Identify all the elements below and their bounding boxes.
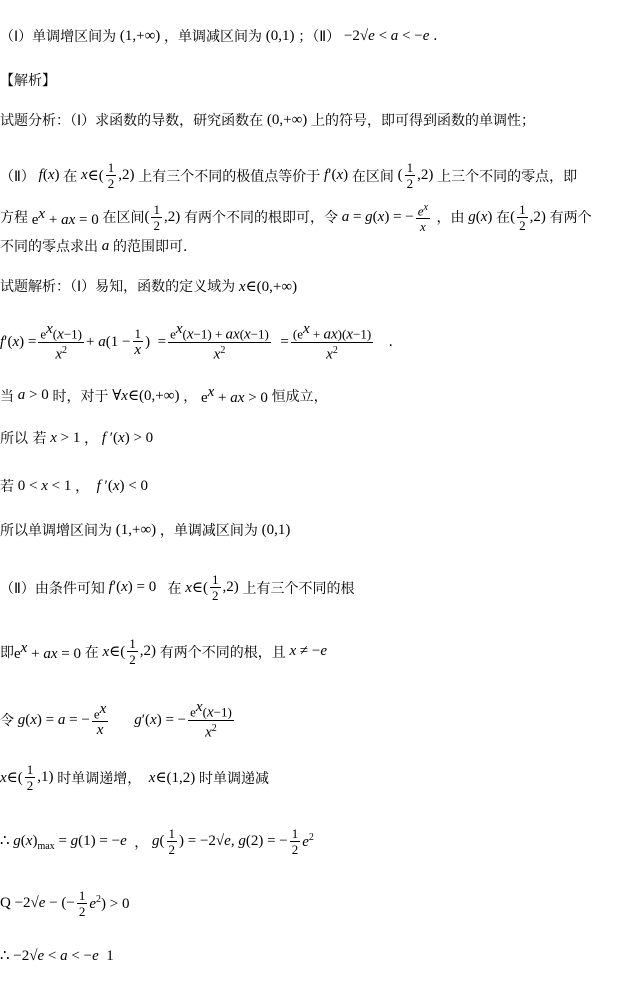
analysis-part2-line2: 方程 $e^x$ + ax = 0 在区间 ( $\frac{1}{2}$ ,2) 有两个不同的根即可，令 a = g(x) = − $\frac{e^x}{x}$ ，由 g(x) 在 ( $\frac{1}{2}$ ,2) 有两个 [0, 201, 592, 235]
define-g: 令 g(x) = a = − $\frac{e^x}{x}$ g′(x) = − $\frac{e^x(x-1)}{x^2}$ [0, 699, 232, 741]
final-range: ∴ −2√e < a < −e 1 [0, 948, 114, 964]
monotonic-conclusion: 所以单调增区间为 (1,+∞) ，单调减区间为 (0,1) [0, 521, 291, 539]
analysis-part2-line3: 不同的零点求出 a 的范围即可. [0, 237, 188, 255]
analysis-summary: 试题分析：（Ⅰ）求函数的导数，研究函数在 (0,+∞) 上的符号，即可得到函数的单调性； [0, 111, 536, 129]
comparison: Q −2√e − (− $\frac{1}{2}$ $e^2) > 0$ [0, 888, 130, 919]
case-x-gt-1: 所以 若 x > 1 ， f ′(x) > 0 [0, 429, 154, 447]
g-values: ∴ $g(x)_{max} = g(1) = -e$ ， g( $\frac{1}{2}$ ) = −2√e, g(2) = − $\frac{1}{2}$ $e^2$ [0, 826, 314, 857]
analysis-part2-line1: （Ⅱ） f ( x ) 在 x ∈( $\frac{1}{2}$ ,2) 上有三个不同的极值点等价于 f ′( x ) 在区间 ( $\frac{1}{2}$ ,2) 上三个不同的零点，即 [0, 160, 578, 191]
solution-intro: 试题解析：（Ⅰ）易知，函数的定义域为 x∈(0,+∞) [0, 278, 298, 295]
case-a-positive: 当 a > 0 时，对于 ∀x∈(0,+∞) ， $e^x$ + ax > 0 恒成立， [0, 384, 328, 406]
part2-condition: （Ⅱ）由条件可知 f ′( x ) = 0 在 x∈( $\frac{1}{2}$ ,2) 上有三个不同的根 [0, 572, 355, 603]
derivative-equation: f ′( x ) = $\frac{e^x(x-1)}{x^2}$ + a(1 − $\frac{1}{x}$ ) = $\frac{e^x(x-1) + ax(x-1)}{x^2}$ = $\frac{(e^x + ax)(x-1)}{x^2}$ . [0, 321, 393, 363]
case-x-lt-1: 若 0 < x < 1 ， f ′(x) < 0 [0, 477, 148, 495]
answer-line: （Ⅰ）单调增区间为 (1,+∞) ，单调减区间为 (0,1) ；（Ⅱ） −2√e < a < −e . [0, 27, 438, 45]
analysis-heading: 【解析】 [0, 73, 56, 89]
part2-equivalent: 即 $e^x$ + ax = 0 在 x∈( $\frac{1}{2}$ ,2) 有两个不同的根，且 x ≠ −e [0, 636, 328, 667]
g-monotonicity: x∈( $\frac{1}{2}$ ,1) 时单调递增， x∈(1,2) 时单调递减 [0, 762, 270, 793]
